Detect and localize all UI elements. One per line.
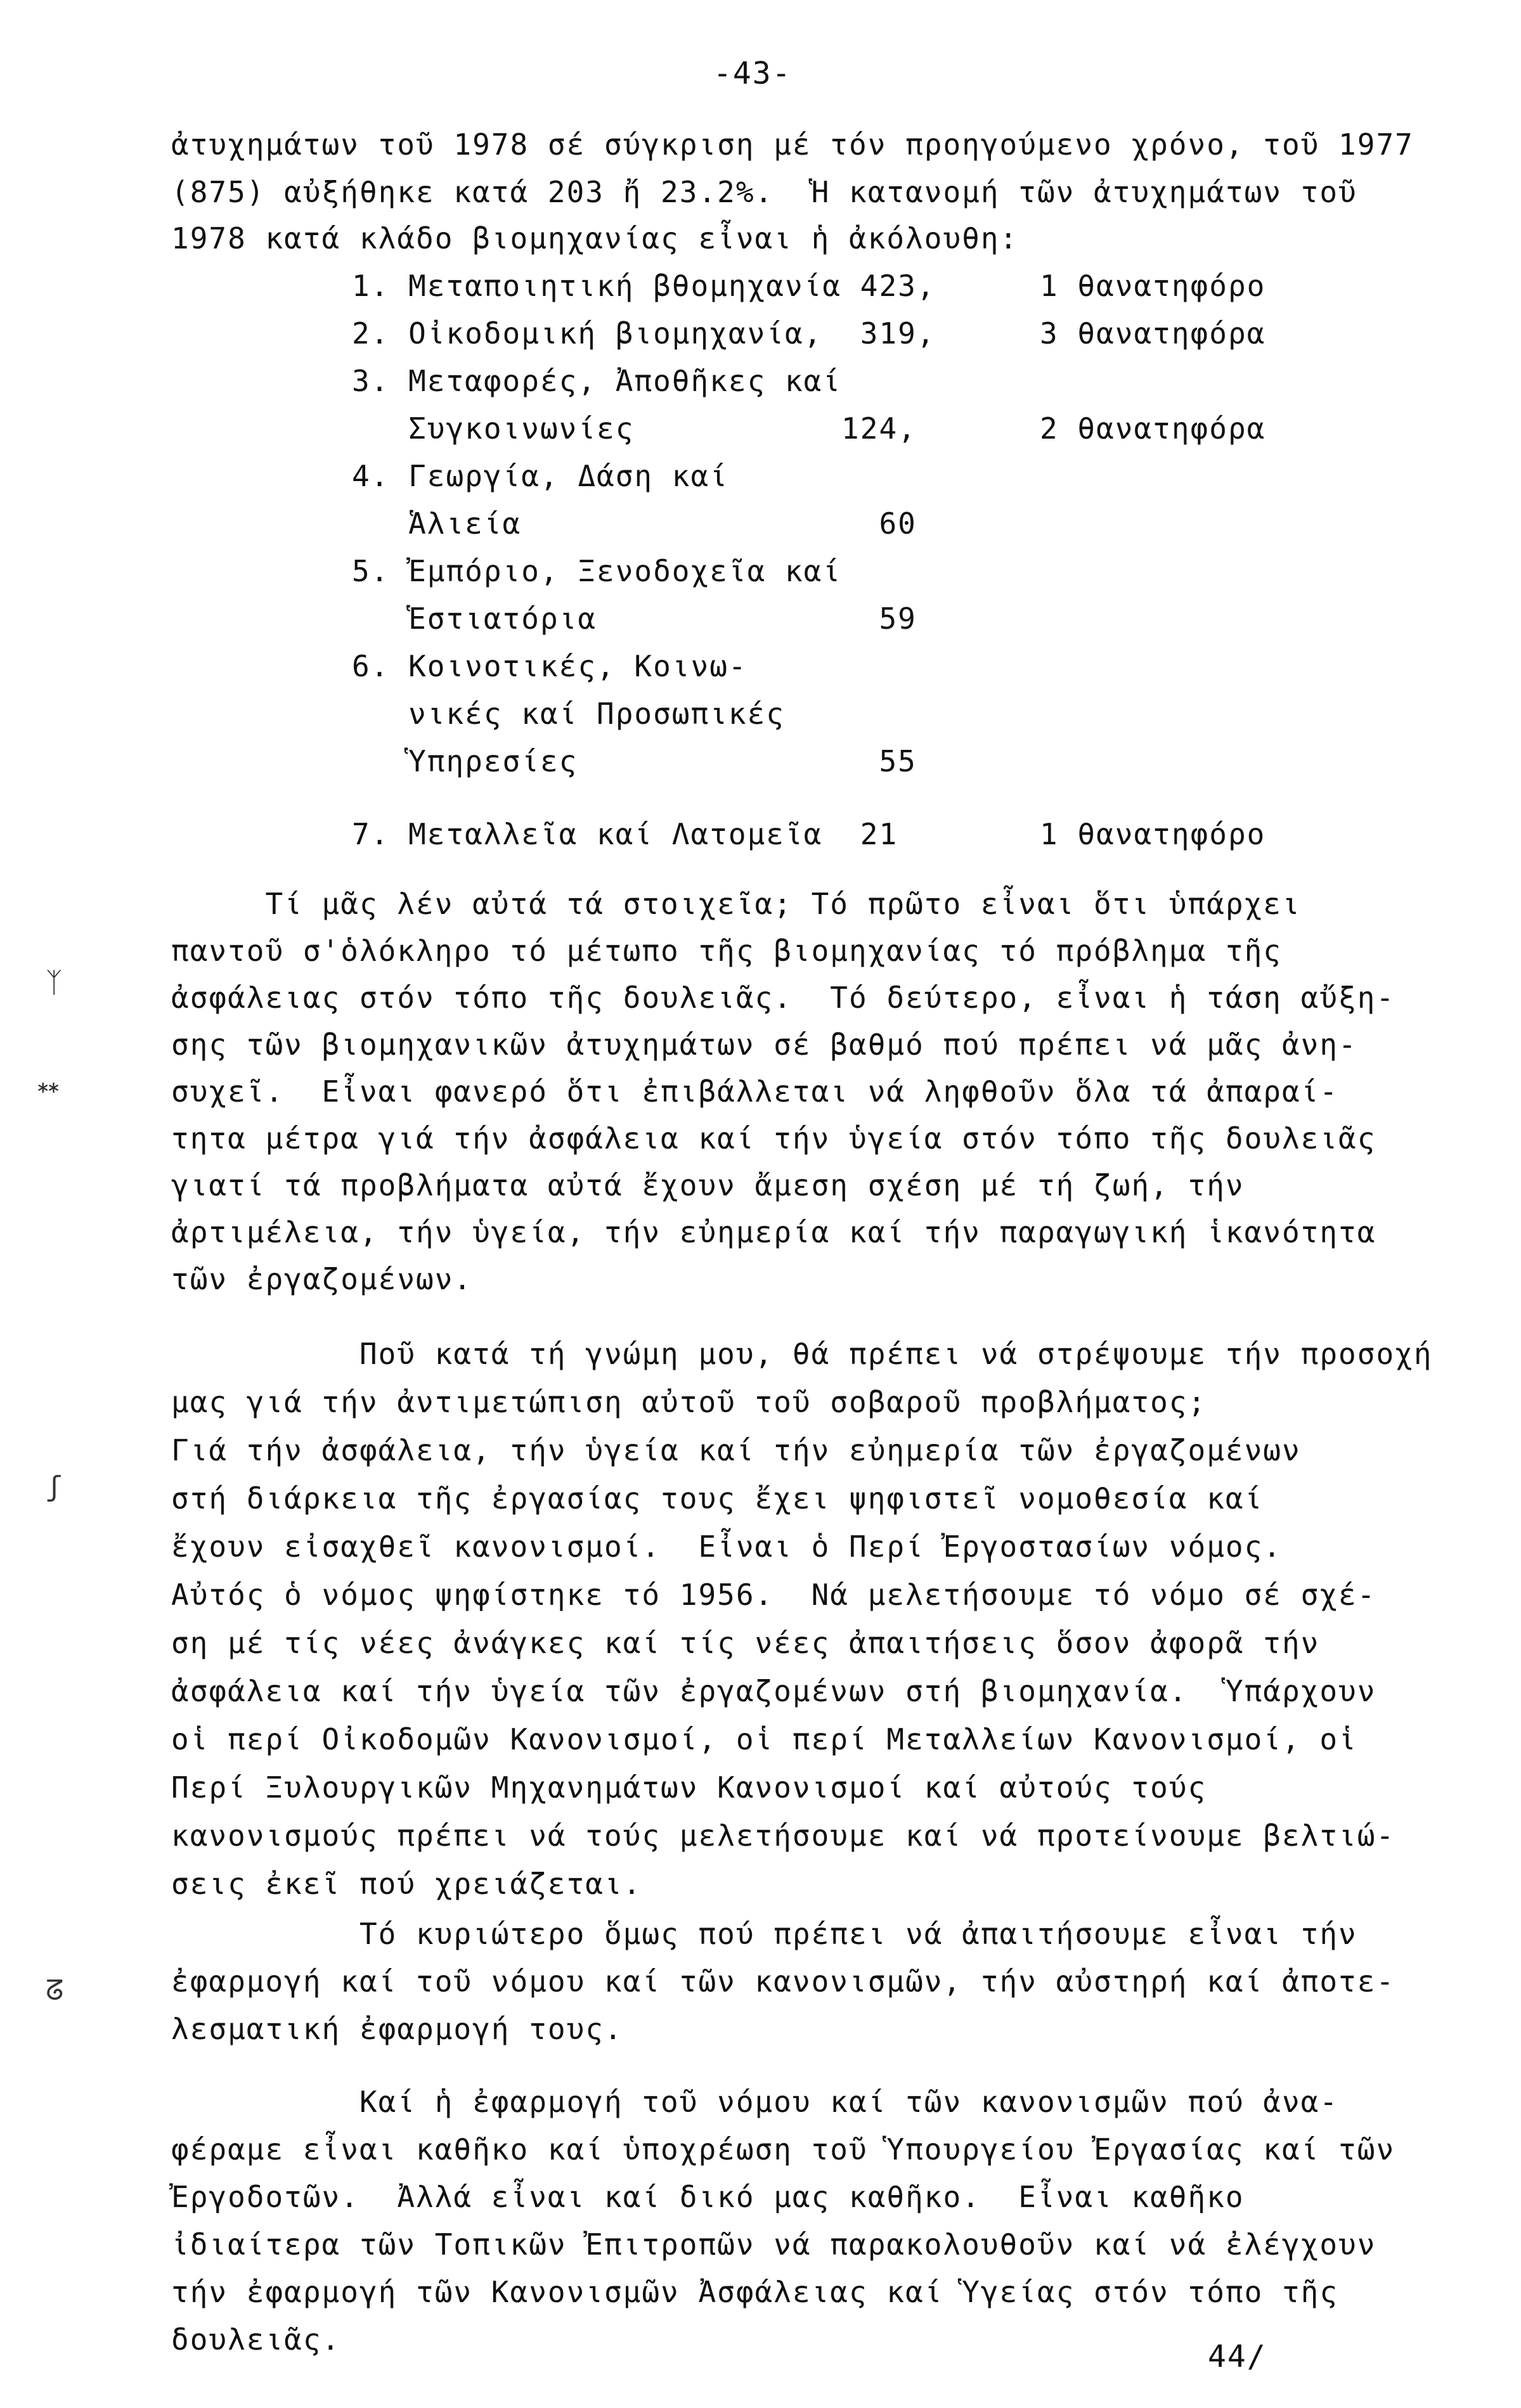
text-line: κανονισμούς πρέπει νά τούς μελετήσουμε καί νά προτείνουμε βελτιώ-: [171, 1819, 1395, 1853]
text-line: ἀτυχημάτων τοῦ 1978 σέ σύγκριση μέ τόν προηγούμενο χρόνο, τοῦ 1977: [171, 127, 1414, 162]
text-line: φέραμε εἶναι καθῆκο καί ὑποχρέωση τοῦ Ὑπουργείου Ἐργασίας καί τῶν: [171, 2132, 1395, 2167]
margin-mark: ʃ: [46, 1471, 63, 1503]
text-line: Καί ἡ ἐφαρμογή τοῦ νόμου καί τῶν κανονισμῶν πού ἀνα-: [171, 2085, 1339, 2119]
text-line: Περί Ξυλουργικῶν Μηχανημάτων Κανονισμοί καί αὐτούς τούς: [171, 1770, 1207, 1805]
text-line: Γιά τήν ἀσφάλεια, τήν ὑγεία καί τήν εὐημερία τῶν ἐργαζομένων: [171, 1433, 1301, 1467]
list-item: 6. Κοινοτικές, Κοινω-: [352, 649, 748, 683]
text-line: τητα μέτρα γιά τήν ἀσφάλεια καί τήν ὑγεία στόν τόπο τῆς δουλειᾶς: [171, 1121, 1376, 1156]
text-line: στή διάρκεια τῆς ἐργασίας τους ἔχει ψηφιστεῖ νομοθεσία καί: [171, 1481, 1264, 1516]
text-line: συχεῖ. Εἶναι φανερό ὅτι ἐπιβάλλεται νά ληφθοῦν ὅλα τά ἀπαραί-: [171, 1074, 1339, 1109]
margin-mark: ᘔ: [46, 1974, 64, 2007]
text-line: τῶν ἐργαζομένων.: [171, 1262, 473, 1296]
text-line: ἔχουν εἰσαχθεῖ κανονισμοί. Εἶναι ὁ Περί Ἐργοστασίων νόμος.: [171, 1529, 1282, 1564]
text-line: Ποῦ κατά τή γνώμη μου, θά πρέπει νά στρέψουμε τήν προσοχή: [171, 1337, 1433, 1371]
list-item-deaths: 1 θανατηφόρο: [1040, 817, 1266, 851]
text-line: ση μέ τίς νέες ἀνάγκες καί τίς νέες ἀπαιτήσεις ὅσον ἀφορᾶ τήν: [171, 1626, 1320, 1660]
text-line: ἀρτιμέλεια, τήν ὑγεία, τήν εὐημερία καί τήν παραγωγική ἱκανότητα: [171, 1215, 1376, 1249]
text-line: παντοῦ σ'ὁλόκληρο τό μέτωπο τῆς βιομηχανίας τό πρόβλημα τῆς: [171, 934, 1282, 968]
list-item: Ἑστιατόρια 59: [352, 602, 917, 636]
list-item: 2. Οἰκοδομική βιομηχανία, 319,: [352, 316, 936, 351]
text-line: λεσματική ἐφαρμογή τους.: [171, 2012, 623, 2046]
list-item: 3. Μεταφορές, Ἀποθῆκες καί: [352, 364, 842, 398]
text-line: ἰδιαίτερα τῶν Τοπικῶν Ἐπιτροπῶν νά παρακολουθοῦν καί νά ἐλέγχουν: [171, 2227, 1376, 2262]
text-line: ἀσφάλεια καί τήν ὑγεία τῶν ἐργαζομένων στή βιομηχανία. Ὑπάρχουν: [171, 1674, 1376, 1708]
text-line: γιατί τά προβλήματα αὐτά ἔχουν ἄμεση σχέση μέ τή ζωή, τήν: [171, 1168, 1245, 1202]
text-line: Τί μᾶς λέν αὐτά τά στοιχεῖα; Τό πρῶτο εἶναι ὅτι ὑπάρχει: [171, 887, 1301, 921]
list-item: 7. Μεταλλεῖα καί Λατομεῖα 21: [352, 817, 898, 851]
next-page-reference: 44/: [1208, 2339, 1267, 2374]
text-line: 1978 κατά κλάδο βιομηχανίας εἶναι ἡ ἀκόλουθη:: [171, 221, 1019, 255]
text-line: οἱ περί Οἰκοδομῶν Κανονισμοί, οἱ περί Μεταλλείων Κανονισμοί, οἱ: [171, 1722, 1357, 1756]
page-number: -43-: [713, 56, 792, 91]
list-item: 5. Ἐμπόριο, Ξενοδοχεῖα καί: [352, 554, 842, 588]
list-item-deaths: 2 θανατηφόρα: [1040, 411, 1266, 446]
text-line: τήν ἐφαρμογή τῶν Κανονισμῶν Ἀσφάλειας καί Ὑγείας στόν τόπο τῆς: [171, 2275, 1339, 2309]
margin-mark: ᕯ: [37, 1078, 60, 1110]
list-item: 1. Μεταποιητική βθομηχανία 423,: [352, 269, 936, 303]
text-line: ἐφαρμογή καί τοῦ νόμου καί τῶν κανονισμῶν, τήν αὐστηρή καί ἀποτε-: [171, 1964, 1395, 1999]
list-item: Ὑπηρεσίες 55: [352, 744, 917, 778]
list-item: νικές καί Προσωπικές: [352, 697, 785, 731]
text-line: ἀσφάλειας στόν τόπο τῆς δουλειᾶς. Τό δεύτερο, εἶναι ἡ τάση αὔξη-: [171, 981, 1395, 1015]
list-item: Συγκοινωνίες 124,: [352, 411, 917, 446]
text-line: Ἐργοδοτῶν. Ἀλλά εἶναι καί δικό μας καθῆκο. Εἶναι καθῆκο: [171, 2180, 1245, 2214]
list-item: Ἁλιεία 60: [352, 506, 917, 541]
text-line: μας γιά τήν ἀντιμετώπιση αὐτοῦ τοῦ σοβαροῦ προβλήματος;: [171, 1385, 1207, 1419]
text-line: σης τῶν βιομηχανικῶν ἀτυχημάτων σέ βαθμό πού πρέπει νά μᾶς ἀνη-: [171, 1027, 1357, 1062]
text-line: σεις ἐκεῖ πού χρειάζεται.: [171, 1867, 642, 1901]
list-item-deaths: 3 θανατηφόρα: [1040, 316, 1266, 351]
margin-mark: ᛉ: [46, 967, 63, 999]
text-line: Τό κυριώτερο ὅμως πού πρέπει νά ἀπαιτήσουμε εἶναι τήν: [171, 1917, 1357, 1951]
text-line: δουλειᾶς.: [171, 2322, 341, 2357]
text-line: Αὐτός ὁ νόμος ψηφίστηκε τό 1956. Νά μελετήσουμε τό νόμο σέ σχέ-: [171, 1578, 1376, 1612]
text-line: (875) αὐξήθηκε κατά 203 ἤ 23.2%. Ἡ κατανομή τῶν ἀτυχημάτων τοῦ: [171, 175, 1357, 209]
list-item: 4. Γεωργία, Δάση καί: [352, 459, 728, 493]
list-item-deaths: 1 θανατηφόρο: [1040, 269, 1266, 303]
